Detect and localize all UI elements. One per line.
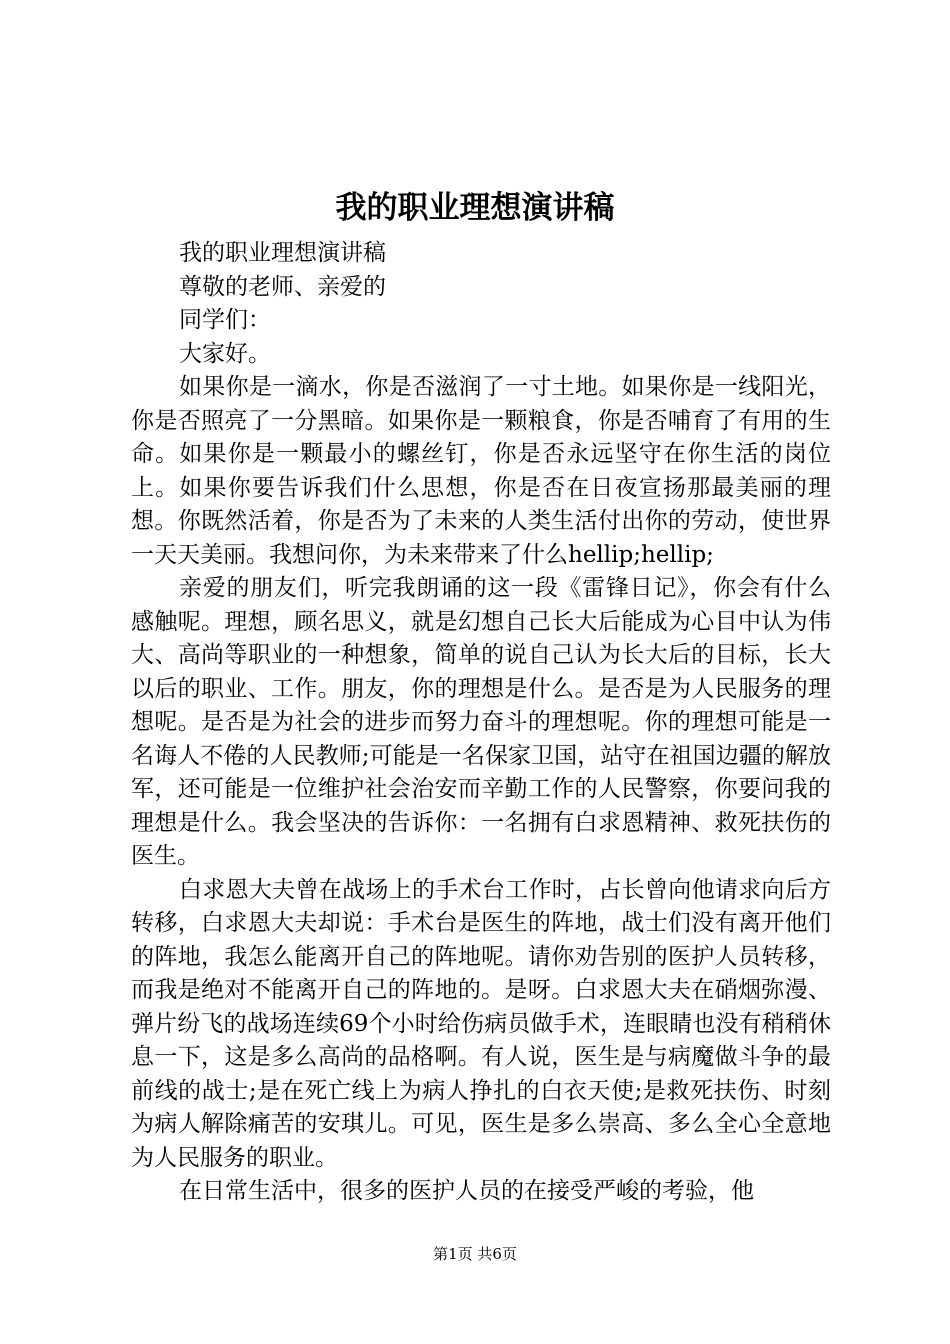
paragraph: 白求恩大夫曾在战场上的手术台工作时，占长曾向他请求向后方转移，白求恩大夫却说：手术台是医生的阵地，战士们没有离开他们的阵地，我怎么能离开自己的阵地呢。请你劝告别的医护人员转移，而我是绝对不能离开自己的阵地的。是呀。白求恩大夫在硝烟弥漫、弹片纷飞的战场连续69个小时给伤病员做手术，连眼睛也没有稍稍休息一下，这是多么高尚的品格啊。有人说，医生是与病魔做斗争的最前线的战士;是在死亡线上为病人挣扎的白衣天使;是救死扶伤、时刻为病人解除痛苦的安琪儿。可见，医生是多么崇高、多么全心全意地为人民服务的职业。 [131,876,831,1171]
page-footer: 第1页 共6页 [433,1245,517,1263]
document-body [131,237,831,1209]
document-title: 我的职业理想演讲稿 [335,190,615,226]
paragraph: 同学们： [179,307,271,333]
paragraph: 在日常生活中，很多的医护人员的在接受严峻的考验，他 [179,1178,754,1204]
paragraph: 亲爱的朋友们，听完我朗诵的这一段《雷锋日记》，你会有什么感触呢。理想，顾名思义，就是幻想自己长大后能成为心目中认为伟大、高尚等职业的一种想象，简单的说自己认为长大后的目标，长大以后的职业、工作。朋友，你的理想是什么。是否是为人民服务的理想呢。是否是为社会的进步而努力奋斗的理想呢。你的理想可能是一名诲人不倦的人民教师;可能是一名保家卫国，站守在祖国边疆的解放军，还可能是一位维护社会治安而辛勤工作的人民警察，你要问我的理想是什么。我会坚决的告诉你：一名拥有白求恩精神、救死扶伤的医生。 [131,575,831,869]
paragraph: 大家好。 [179,340,271,367]
paragraph: 尊敬的老师、亲爱的 [179,273,386,300]
paragraph: 我的职业理想演讲稿 [179,240,386,266]
paragraph: 如果你是一滴水，你是否滋润了一寸土地。如果你是一线阳光，你是否照亮了一分黑暗。如果你是一颗粮食，你是否哺育了有用的生命。如果你是一颗最小的螺丝钉，你是否永远坚守在你生活的岗位上。如果你要告诉我们什么思想，你是否在日夜宣扬那最美丽的理想。你既然活着，你是否为了未来的人类生活付出你的劳动，使世界一天天美丽。我想问你，为未来带来了什么hellip;hellip; [131,374,831,568]
